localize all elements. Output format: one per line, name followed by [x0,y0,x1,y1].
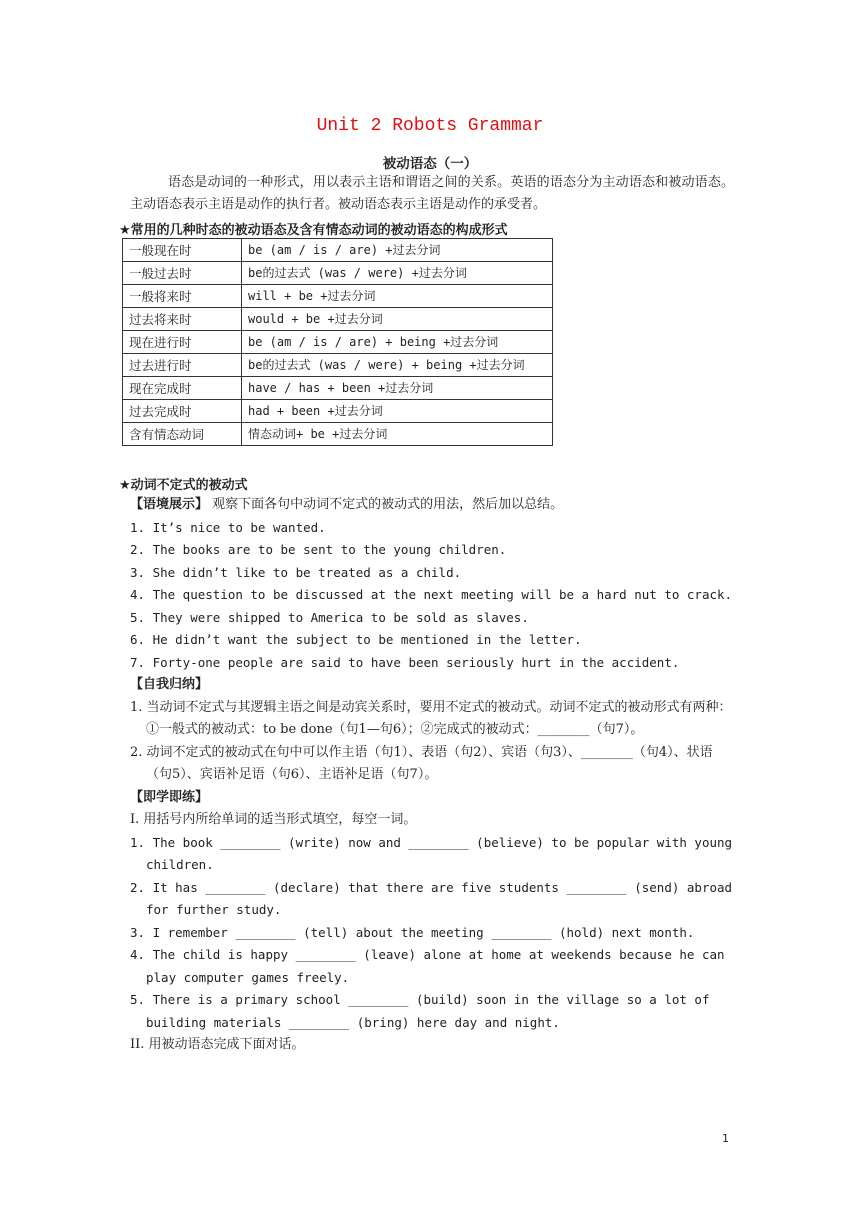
tense-cell: 含有情态动词 [123,423,242,446]
summary-list [130,697,734,787]
exercise-item: 2. It has ________ (declare) that there are five students ________ (send) abroad for further study. [130,879,733,917]
document-title: Unit 2 Robots Grammar [316,116,544,136]
part1-list [130,832,734,1035]
form-cell: 情态动词+ be +过去分词 [242,423,553,446]
form-cell: had + been +过去分词 [242,400,553,423]
table-row [123,423,553,446]
exercise-item: 5. There is a primary school ________ (build) soon in the village so a lot of building materials ________ (bring) here day and night. [130,992,710,1030]
example-sentence: 3. She didn’t like to be treated as a child. [130,564,462,580]
form-cell: would + be +过去分词 [242,308,553,331]
practice-label: 【即学即练】 [130,789,209,805]
example-sentence: 4. The question to be discussed at the next meeting will be a hard nut to crack. [130,587,733,602]
infinitive-heading: ★动词不定式的被动式 [119,478,248,493]
tense-cell: 过去进行时 [123,354,242,377]
example-sentence: 2. The books are to be sent to the young children. [130,542,507,557]
example-sentence: 5. They were shipped to America to be sold as slaves. [130,609,529,625]
section-subtitle: 被动语态（一） [382,156,478,172]
tense-cell: 一般过去时 [123,262,242,285]
page-number: 1 [722,1132,729,1145]
context-section [130,494,734,1057]
context-line [130,494,734,517]
table-row [123,308,553,331]
summary-item: 1. 当动词不定式与其逻辑主语之间是动宾关系时，要用不定式的被动式。动词不定式的被动形式有两种：①一般式的被动式：to be done（句1—句6）；②完成式的被动式：________（句7）。 [130,699,732,737]
tense-cell: 现在进行时 [123,331,242,354]
form-cell: be (am / is / are) +过去分词 [242,239,553,262]
example-sentence: 6. He didn’t want the subject to be mentioned in the letter. [130,632,582,647]
form-cell: have / has + been +过去分词 [242,377,553,400]
summary-label-line [130,674,734,697]
table-row [123,285,553,308]
table-row [123,239,553,262]
table-row [123,331,553,354]
tense-cell: 一般现在时 [123,239,242,262]
practice-label-line [130,787,734,810]
exercise-item: 4. The child is happy ________ (leave) alone at home at weekends because he can play computer games freely. [130,947,725,985]
table-row [123,400,553,423]
table-row [123,377,553,400]
form-cell: will + be +过去分词 [242,285,553,308]
tense-cell: 过去完成时 [123,400,242,423]
example-sentence: 7. Forty-one people are said to have been seriously hurt in the accident. [130,654,680,670]
exercise-item: 3. I remember ________ (tell) about the meeting ________ (hold) next month. [130,924,695,940]
example-sentence: 1. It’s nice to be wanted. [130,519,326,535]
tense-cell: 过去将来时 [123,308,242,331]
table-row [123,354,553,377]
example-list [130,517,734,675]
passive-forms-table [122,238,553,446]
tense-cell: 一般将来时 [123,285,242,308]
exercise-item: 1. The book ________ (write) now and ________ (believe) to be popular with young children. [130,834,733,872]
context-text: 观察下面各句中动词不定式的被动式的用法，然后加以总结。 [212,497,564,512]
table-heading: ★常用的几种时态的被动语态及含有情态动词的被动语态的构成形式 [119,223,508,238]
summary-item: 2. 动词不定式的被动式在句中可以作主语（句1）、表语（句2）、宾语（句3）、________（句4）、状语（句5）、宾语补足语（句6）、主语补足语（句7）。 [130,744,713,782]
intro-paragraph: 语态是动词的一种形式，用以表示主语和谓语之间的关系。英语的语态分为主动语态和被动语态。主动语态表示主语是动作的执行者。被动语态表示主语是动作的承受者。 [130,175,734,212]
part2-heading: II. 用被动语态完成下面对话。 [130,1037,305,1052]
tense-cell: 现在完成时 [123,377,242,400]
form-cell: be的过去式 (was / were) + being +过去分词 [242,354,553,377]
part1-heading: I. 用括号内所给单词的适当形式填空，每空一词。 [130,812,417,827]
form-cell: be的过去式 (was / were) +过去分词 [242,262,553,285]
context-label: 【语境展示】 [130,497,209,512]
table-row [123,262,553,285]
form-cell: be (am / is / are) + being +过去分词 [242,331,553,354]
summary-label: 【自我归纳】 [130,677,209,692]
